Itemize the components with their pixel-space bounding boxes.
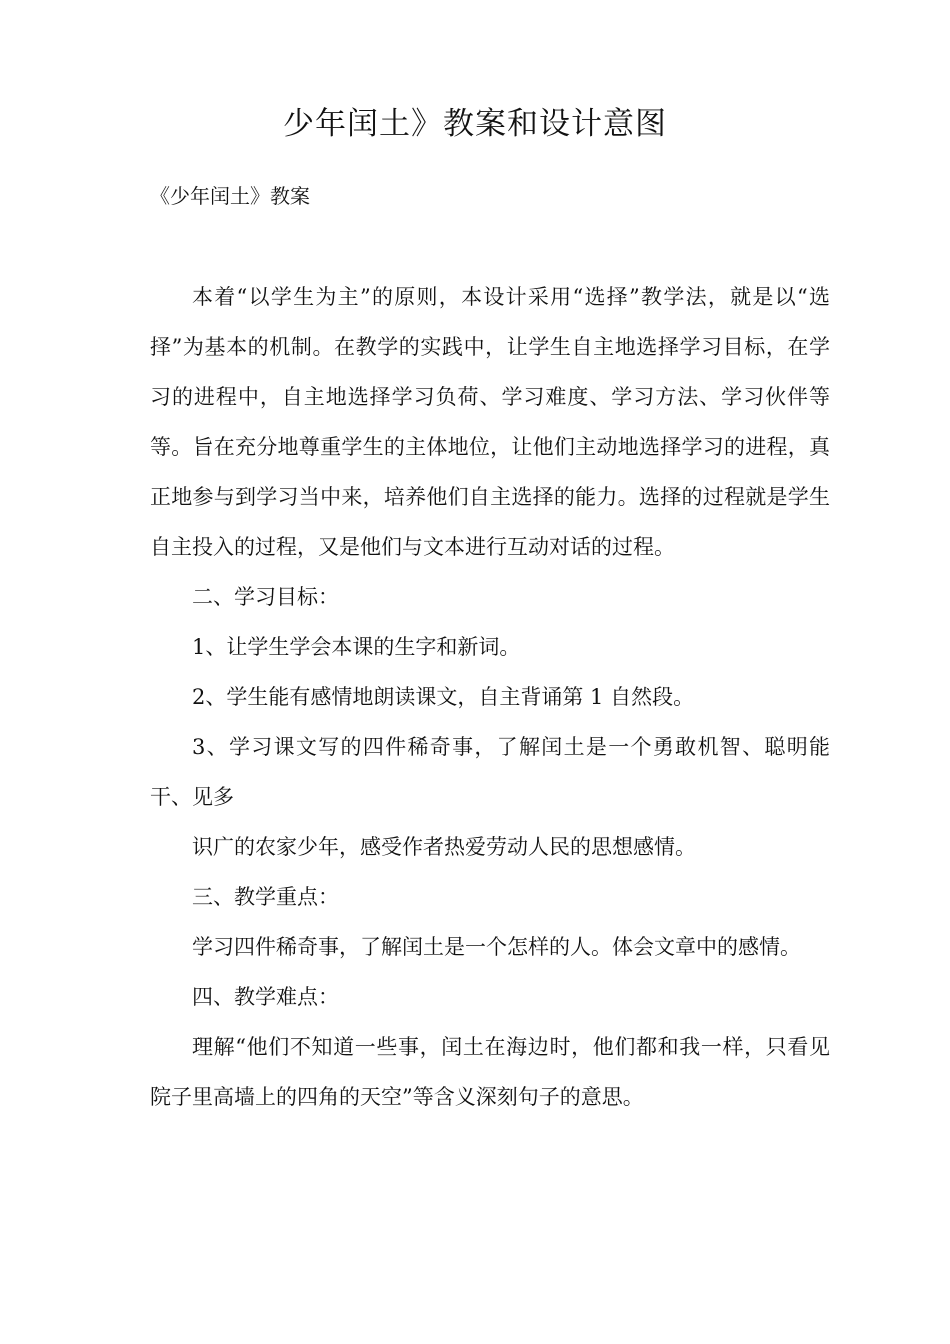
document-title: 少年闰土》教案和设计意图 [283, 106, 667, 142]
section-heading-objectives: 二、学习目标： [192, 585, 339, 609]
objective-item-3-continued: 识广的农家少年，感受作者热爱劳动人民的思想感情。 [192, 835, 696, 859]
document-subtitle: 《少年闰土》教案 [150, 184, 310, 208]
key-points-paragraph: 学习四件稀奇事，了解闰土是一个怎样的人。体会文章中的感情。 [192, 935, 801, 959]
section-heading-difficulties: 四、教学难点： [192, 985, 339, 1009]
document-body [150, 272, 830, 1122]
section-heading-key-points: 三、教学重点： [192, 885, 339, 909]
objective-item-3: 3、学习课文写的四件稀奇事，了解闰土是一个勇敢机智、聪明能干、见多 [150, 735, 830, 809]
difficulties-paragraph: 理解“他们不知道一些事，闰土在海边时，他们都和我一样，只看见院子里高墙上的四角的天空”等含义深刻句子的意思。 [150, 1035, 830, 1109]
objective-item-2: 2、学生能有感情地朗读课文，自主背诵第 1 自然段。 [192, 685, 695, 709]
objective-item-1: 1、让学生学会本课的生字和新词。 [192, 635, 521, 659]
intro-paragraph: 本着“以学生为主”的原则，本设计采用“选择”教学法，就是以“选择”为基本的机制。在教学的实践中，让学生自主地选择学习目标，在学习的进程中，自主地选择学习负荷、学习难度、学习方法、学习伙伴等等。旨在充分地尊重学生的主体地位，让他们主动地选择学习的进程，真正地参与到学习当中来，培养他们自主选择的能力。选择的过程就是学生自主投入的过程，又是他们与文本进行互动对话的过程。 [150, 285, 830, 559]
